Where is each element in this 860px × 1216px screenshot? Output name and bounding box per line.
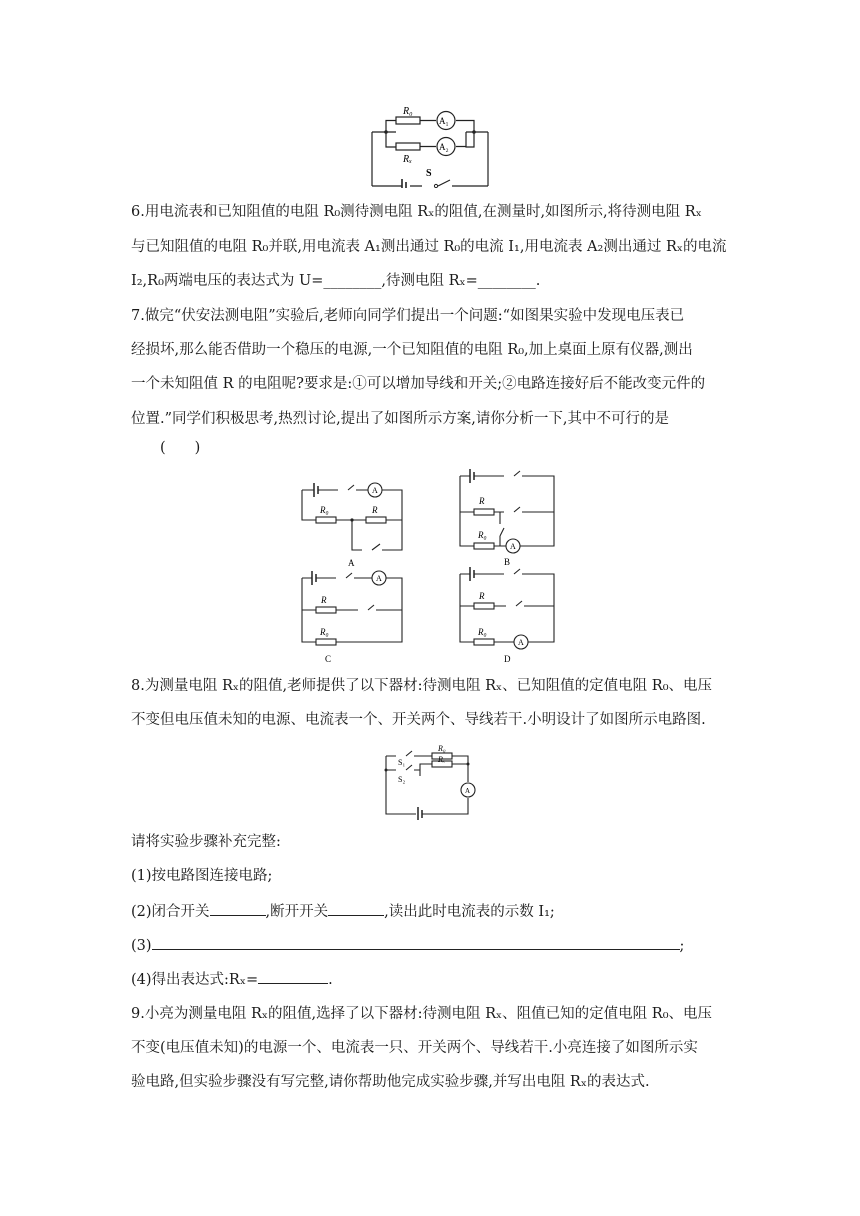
label-s: S [426,168,432,179]
q8-step-3 [131,935,684,956]
opt-b-r: R [479,496,485,506]
q8-step3-end: ; [679,938,685,954]
q8-line-1: 8.为测量电阻 Rₓ的阻值,老师提供了以下器材:待测电阻 Rₓ、已知阻值的定值电阻 R₀、电压 [131,678,713,694]
q8-step2-blank-1[interactable] [210,901,266,916]
q8-step-1: (1)按电路图连接电路; [131,868,273,884]
q7-line-1: 7.做完“伏安法测电阻”实验后,老师向同学们提出一个问题:“如图果实验中发现电压表已 [131,308,685,324]
q8-label-rx: Rₓ [438,755,446,764]
q7-option-b-circuit [454,466,562,572]
q7-line-3: 一个未知阻值 R 的电阻呢?要求是:①可以增加导线和开关;②电路连接好后不能改变元件的 [131,376,706,392]
opt-d-r0: R₀ [478,627,487,637]
q6-line-2: 与已知阻值的电阻 R₀并联,用电流表 A₁测出通过 R₀的电流 I₁,用电流表 A₂测出通过 Rₓ的电流 [131,239,727,255]
label-r0: R₀ [403,106,413,117]
opt-d-r: R [479,591,485,601]
q8-step2-blank-2[interactable] [328,901,384,916]
q8-prompt: 请将实验步骤补充完整: [131,834,281,850]
opt-c-r: R [321,595,327,605]
q8-step3-label: (3) [131,938,152,954]
q6-line-1: 6.用电流表和已知阻值的电阻 R₀测待测电阻 Rₓ的阻值,在测量时,如图所示,将待测电阻 Rₓ [131,204,702,220]
q9-line-2: 不变(电压值未知)的电源一个、电流表一只、开关两个、导线若干.小亮连接了如图所示实 [131,1040,698,1056]
q7-option-a-circuit [296,478,408,570]
label-rx: Rₓ [403,154,412,165]
opt-a-r0: R₀ [320,505,329,515]
opt-d-ammeter: A [518,638,524,647]
q8-step4-blank[interactable] [258,969,328,984]
q9-line-1: 9.小亮为测量电阻 Rₓ的阻值,选择了以下器材:待测电阻 Rₓ、阻值已知的定值电阻 R₀、电压 [131,1006,713,1022]
label-a1: A₁ [439,116,449,126]
opt-b-caption: B [504,557,511,567]
opt-b-r0: R₀ [478,530,487,540]
q7-line-4: 位置.”同学们积极思考,热烈讨论,提出了如图所示方案,请你分析一下,其中不可行的是 [131,411,669,427]
q7-answer-bracket: ( ) [160,440,201,456]
q8-step2-text-c: ,读出此时电流表的示数 I₁; [384,904,555,920]
q8-label-r0: R₀ [438,744,446,753]
q8-step2-text-a: (2)闭合开关 [131,904,210,920]
opt-b-ammeter: A [510,542,516,551]
q8-label-s2: S₂ [398,775,406,784]
q8-label-s1: S₁ [398,758,406,767]
q8-line-2: 不变但电压值未知的电源、电流表一个、开关两个、导线若干.小明设计了如图所示电路图. [131,712,706,728]
q6-line-3: I₂,R₀两端电压的表达式为 U=________,待测电阻 Rₓ=________. [131,273,541,289]
q8-label-ammeter: A [465,787,471,795]
q8-step2-text-b: ,断开开关 [265,904,329,920]
opt-c-ammeter: A [376,574,382,583]
q7-option-d-circuit [454,566,562,668]
q8-step4-text: (4)得出表达式:Rₓ= [131,972,259,988]
q8-step-2 [131,901,555,922]
q8-step3-blank[interactable] [152,935,680,950]
opt-a-caption: A [348,558,355,568]
label-a2: A₂ [439,142,449,152]
q8-step-4 [131,969,333,990]
q7-option-c-circuit [296,566,408,668]
q9-line-3: 验电路,但实验步骤没有写完整,请你帮助他完成实验步骤,并写出电阻 Rₓ的表达式. [131,1074,650,1090]
opt-c-r0: R₀ [320,627,329,637]
q8-circuit-diagram [380,742,480,820]
opt-c-caption: C [325,654,332,664]
opt-a-r: R [372,505,378,515]
q8-step4-end: . [328,972,333,988]
q7-line-2: 经损坏,那么能否借助一个稳压的电源,一个已知阻值的电阻 R₀,加上桌面上原有仪器,测出 [131,342,693,358]
q6-circuit-diagram [366,102,496,188]
opt-a-ammeter: A [372,486,378,495]
opt-d-caption: D [504,654,511,664]
